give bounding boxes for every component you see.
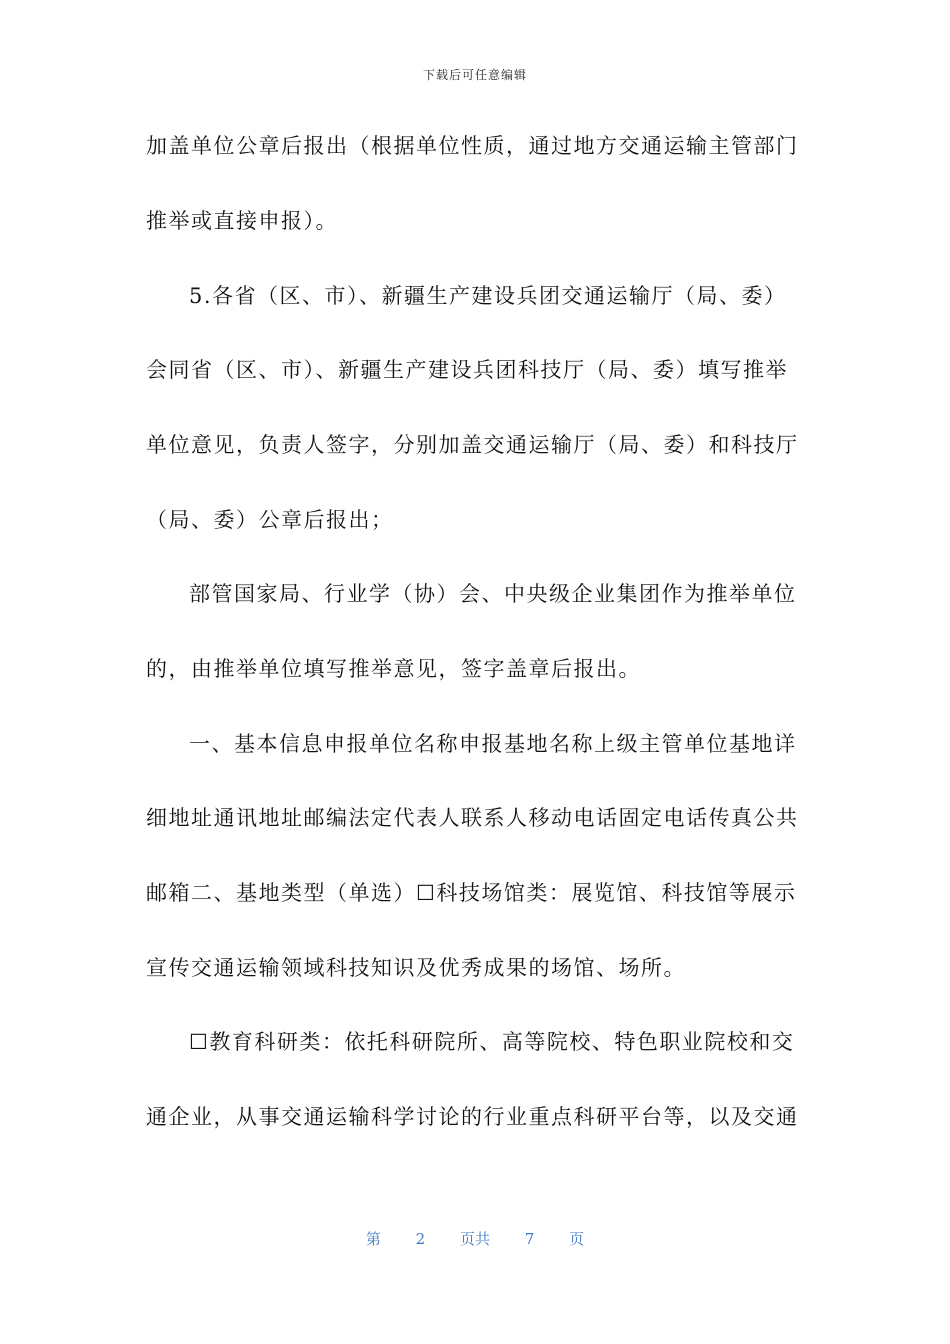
page-label-mid: 页共 (459, 1230, 490, 1248)
paragraph-line: 部管国家局、行业学（协）会、中央级企业集团作为推举单位 (189, 582, 797, 606)
page-number: 2 (415, 1230, 426, 1248)
paragraph-line: ☐教育科研类：依托科研院所、高等院校、特色职业院校和交 (189, 1030, 795, 1054)
paragraph-line: 推举或直接申报）。 (146, 209, 338, 233)
paragraph-line: 宣传交通运输领域科技知识及优秀成果的场馆、场所。 (146, 956, 686, 980)
paragraph-line: （局、委）公章后报出； (146, 508, 394, 532)
paragraph-line: 的，由推举单位填写推举意见，签字盖章后报出。 (146, 657, 641, 681)
page-footer (0, 1228, 950, 1249)
paragraph-line: 细地址通讯地址邮编法定代表人联系人移动电话固定电话传真公共 (146, 806, 799, 830)
paragraph-line: 加盖单位公章后报出（根据单位性质，通过地方交通运输主管部门 (146, 134, 799, 158)
paragraph-line: 通企业，从事交通运输科学讨论的行业重点科研平台等，以及交通 (146, 1105, 799, 1129)
paragraph-line: 一、基本信息申报单位名称申报基地名称上级主管单位基地详 (189, 732, 797, 756)
paragraph-line: 会同省（区、市）、新疆生产建设兵团科技厅（局、委）填写推举 (146, 358, 788, 382)
paragraph-line: 邮箱二、基地类型（单选）☐科技场馆类：展览馆、科技馆等展示 (146, 881, 797, 905)
paragraph-line: 5.各省（区、市）、新疆生产建设兵团交通运输厅（局、委） (189, 284, 787, 308)
page-label-prefix: 第 (365, 1230, 381, 1248)
total-pages: 7 (524, 1230, 535, 1248)
page-header: 下载后可任意编辑 (422, 68, 527, 82)
paragraph-line: 单位意见，负责人签字，分别加盖交通运输厅（局、委）和科技厅 (146, 433, 799, 457)
page-label-suffix: 页 (569, 1230, 585, 1248)
